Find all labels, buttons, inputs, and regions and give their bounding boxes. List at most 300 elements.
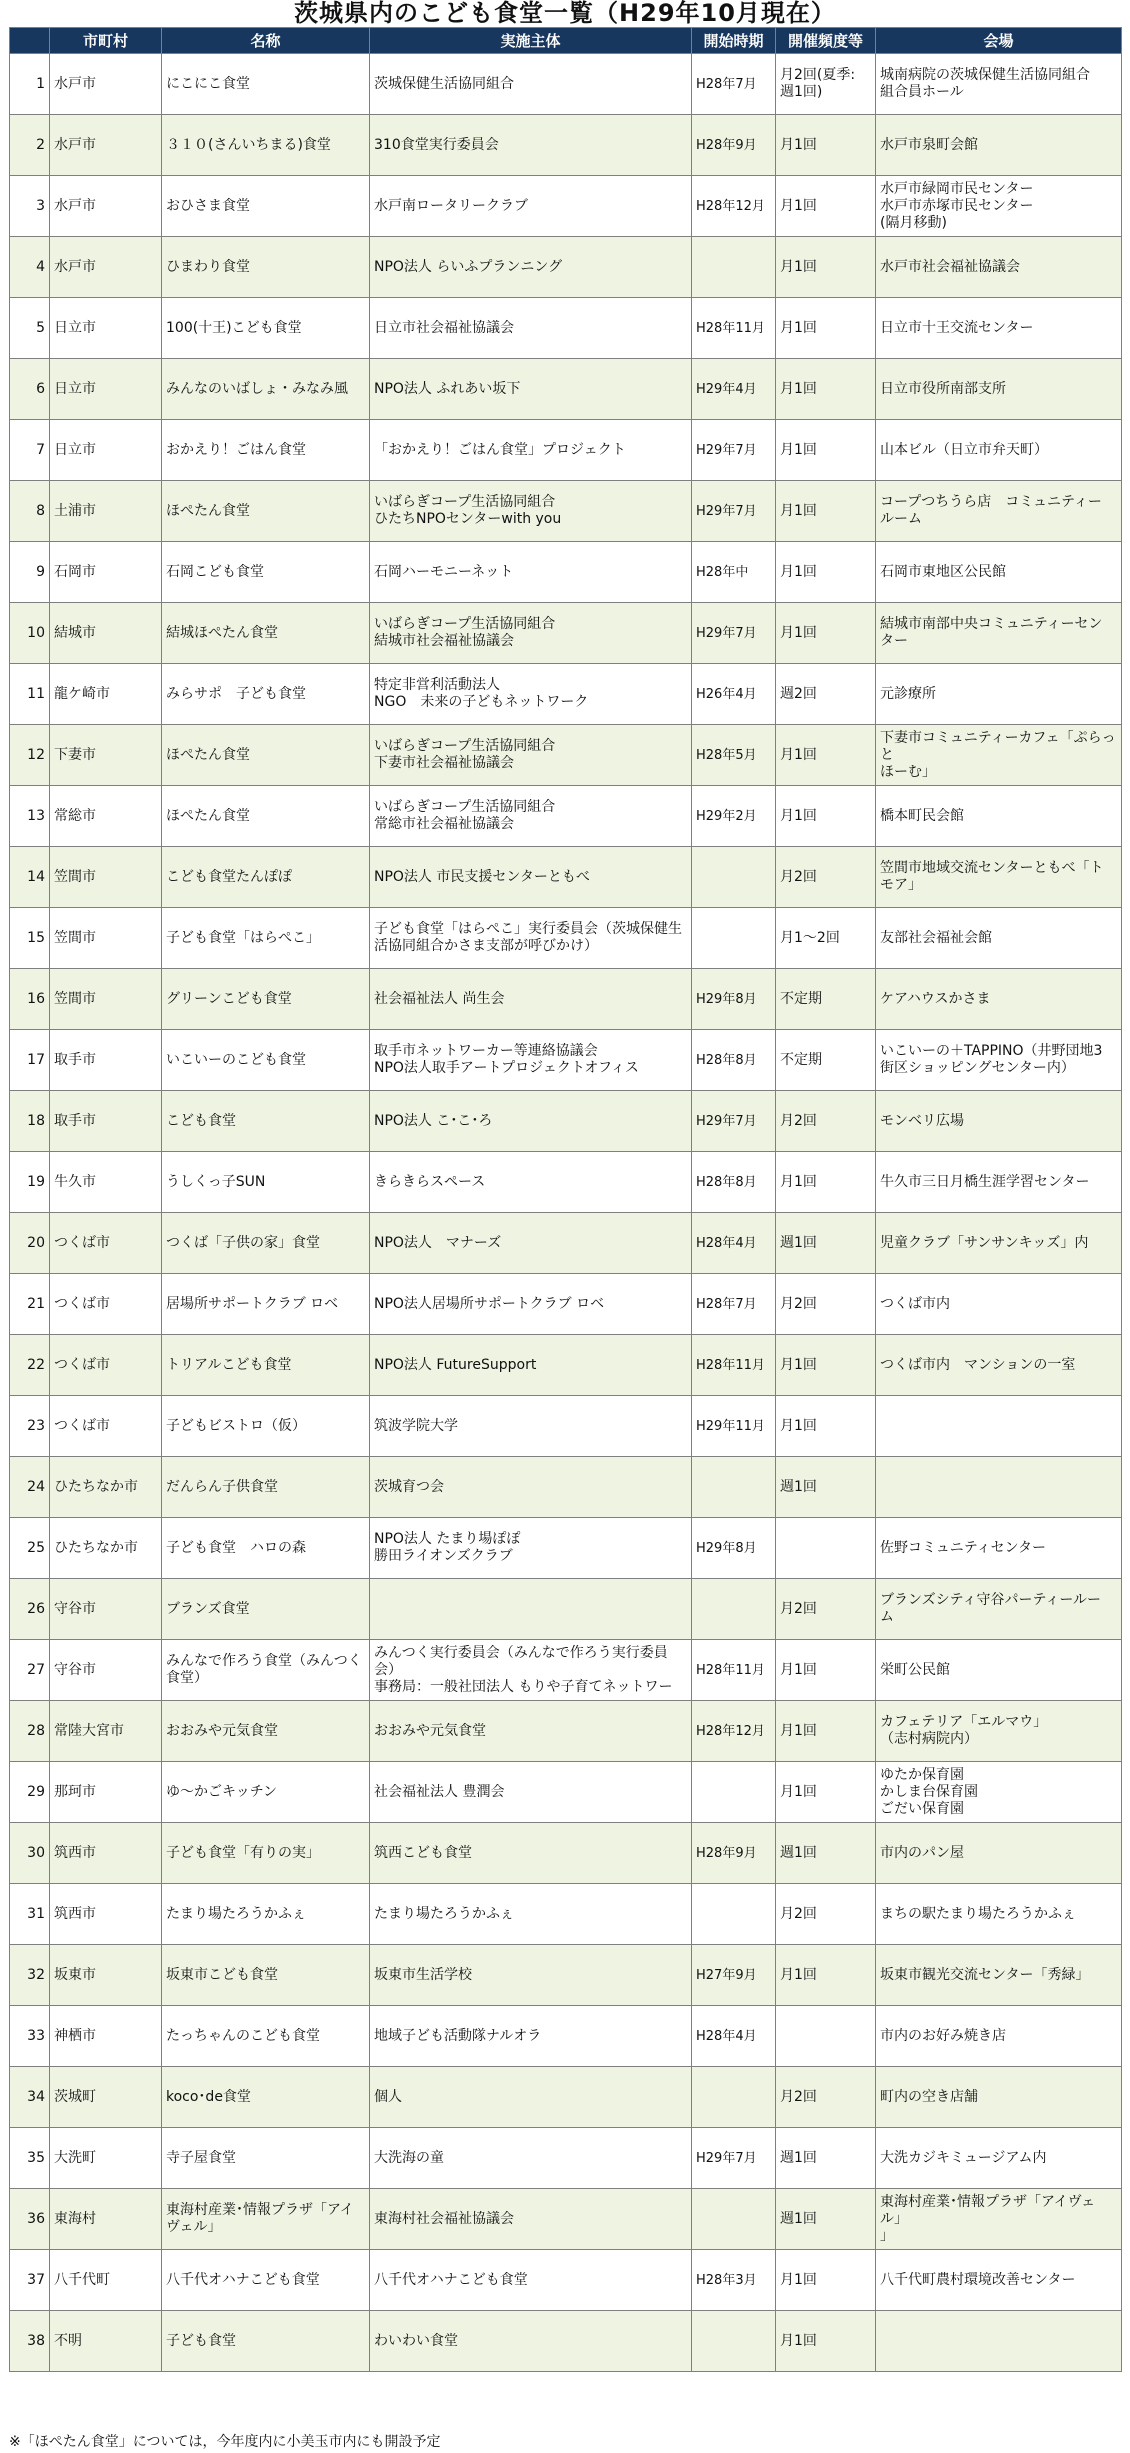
table-row xyxy=(10,1091,1122,1152)
cell-start: H28年9月 xyxy=(692,1823,776,1884)
cell-venue: 元診療所 xyxy=(876,664,1122,725)
cell-start: H28年8月 xyxy=(692,1152,776,1213)
cell-venue: 山本ビル（日立市弁天町） xyxy=(876,420,1122,481)
cell-no: 6 xyxy=(10,359,50,420)
table-row xyxy=(10,1823,1122,1884)
cell-frequency: 月1回 xyxy=(776,1640,876,1701)
cell-no: 37 xyxy=(10,2250,50,2311)
cell-frequency: 不定期 xyxy=(776,1030,876,1091)
cell-frequency: 月2回 xyxy=(776,2067,876,2128)
cell-operator: 日立市社会福祉協議会 xyxy=(370,298,692,359)
cell-start: H28年8月 xyxy=(692,1030,776,1091)
cell-operator: わいわい食堂 xyxy=(370,2311,692,2372)
table-row xyxy=(10,1945,1122,2006)
cell-city: つくば市 xyxy=(50,1213,162,1274)
cell-start xyxy=(692,237,776,298)
cell-city: 筑西市 xyxy=(50,1884,162,1945)
cell-city: 取手市 xyxy=(50,1030,162,1091)
cell-start xyxy=(692,1457,776,1518)
cell-city: つくば市 xyxy=(50,1335,162,1396)
cell-venue xyxy=(876,1396,1122,1457)
cell-name: みらサポ 子ども食堂 xyxy=(162,664,370,725)
cell-city: 日立市 xyxy=(50,359,162,420)
cell-venue: つくば市内 xyxy=(876,1274,1122,1335)
cell-city: 常総市 xyxy=(50,786,162,847)
cell-no: 4 xyxy=(10,237,50,298)
cell-no: 2 xyxy=(10,115,50,176)
cell-start: H26年4月 xyxy=(692,664,776,725)
cell-operator: いばらぎコープ生活協同組合 常総市社会福祉協議会 xyxy=(370,786,692,847)
cell-no: 28 xyxy=(10,1701,50,1762)
table-row xyxy=(10,2250,1122,2311)
cell-frequency: 月1回 xyxy=(776,1945,876,2006)
table-row xyxy=(10,542,1122,603)
cell-frequency: 月1回 xyxy=(776,2250,876,2311)
cell-name: たまり場たろうかふぇ xyxy=(162,1884,370,1945)
cell-venue: 児童クラブ「サンサンキッズ」内 xyxy=(876,1213,1122,1274)
cell-no: 34 xyxy=(10,2067,50,2128)
cell-frequency: 月2回 xyxy=(776,1274,876,1335)
cell-start: H28年5月 xyxy=(692,725,776,786)
cell-no: 3 xyxy=(10,176,50,237)
cell-frequency: 月2回 xyxy=(776,1091,876,1152)
table-row xyxy=(10,237,1122,298)
cell-venue: 水戸市泉町会館 xyxy=(876,115,1122,176)
cell-venue: 結城市南部中央コミュニティーセン ター xyxy=(876,603,1122,664)
cell-venue: 大洗カジキミュージアム内 xyxy=(876,2128,1122,2189)
cell-operator: 「おかえり！ごはん食堂」プロジェクト xyxy=(370,420,692,481)
cell-frequency: 月1回 xyxy=(776,115,876,176)
cell-venue: 笠間市地域交流センターともべ「ト モア」 xyxy=(876,847,1122,908)
cell-operator: NPO法人 らいふプランニング xyxy=(370,237,692,298)
cell-frequency: 月2回 xyxy=(776,847,876,908)
cell-frequency: 月1回 xyxy=(776,786,876,847)
cell-start: H29年7月 xyxy=(692,1091,776,1152)
cell-frequency: 月1回 xyxy=(776,1701,876,1762)
cell-no: 31 xyxy=(10,1884,50,1945)
table-row xyxy=(10,2311,1122,2372)
cell-venue xyxy=(876,1457,1122,1518)
cell-city: 石岡市 xyxy=(50,542,162,603)
table-row xyxy=(10,115,1122,176)
cell-operator: NPO法人 マナーズ xyxy=(370,1213,692,1274)
cell-no: 27 xyxy=(10,1640,50,1701)
cell-city: ひたちなか市 xyxy=(50,1518,162,1579)
cell-operator: 特定非営利活動法人 NGO 未来の子どもネットワーク xyxy=(370,664,692,725)
cell-city: 日立市 xyxy=(50,420,162,481)
cell-start: H28年9月 xyxy=(692,115,776,176)
cell-venue: 坂東市観光交流センター「秀緑」 xyxy=(876,1945,1122,2006)
cell-city: 坂東市 xyxy=(50,1945,162,2006)
cell-start: H29年8月 xyxy=(692,1518,776,1579)
cell-city: 水戸市 xyxy=(50,115,162,176)
cell-name: みんなのいばしょ・みなみ風 xyxy=(162,359,370,420)
cell-city: 水戸市 xyxy=(50,237,162,298)
cell-start: H29年11月 xyxy=(692,1396,776,1457)
cell-start: H28年7月 xyxy=(692,1274,776,1335)
cell-start: H28年11月 xyxy=(692,298,776,359)
cell-venue: 水戸市緑岡市民センター 水戸市赤塚市民センター (隔月移動) xyxy=(876,176,1122,237)
cell-name: こども食堂たんぽぽ xyxy=(162,847,370,908)
header-start: 開始時期 xyxy=(692,28,776,54)
cell-city: 神栖市 xyxy=(50,2006,162,2067)
table-row xyxy=(10,969,1122,1030)
cell-operator: NPO法人 市民支援センターともべ xyxy=(370,847,692,908)
table-row xyxy=(10,1579,1122,1640)
cell-name: 100(十王)こども食堂 xyxy=(162,298,370,359)
cell-start: H28年4月 xyxy=(692,1213,776,1274)
cell-start: H29年7月 xyxy=(692,2128,776,2189)
cell-name: たっちゃんのこども食堂 xyxy=(162,2006,370,2067)
cell-name: こども食堂 xyxy=(162,1091,370,1152)
cell-name: 石岡こども食堂 xyxy=(162,542,370,603)
cell-operator: 石岡ハーモニーネット xyxy=(370,542,692,603)
kodomo-shokudo-table xyxy=(9,27,1122,2372)
cell-start: H28年7月 xyxy=(692,54,776,115)
table-row xyxy=(10,1335,1122,1396)
cell-no: 23 xyxy=(10,1396,50,1457)
cell-no: 11 xyxy=(10,664,50,725)
cell-city: 取手市 xyxy=(50,1091,162,1152)
cell-start xyxy=(692,847,776,908)
table-row xyxy=(10,1518,1122,1579)
cell-start: H28年3月 xyxy=(692,2250,776,2311)
cell-name: 坂東市こども食堂 xyxy=(162,1945,370,2006)
cell-venue: つくば市内 マンションの一室 xyxy=(876,1335,1122,1396)
table-row xyxy=(10,481,1122,542)
cell-no: 26 xyxy=(10,1579,50,1640)
cell-start: H29年4月 xyxy=(692,359,776,420)
cell-operator: NPO法人 FutureSupport xyxy=(370,1335,692,1396)
cell-operator: いばらぎコープ生活協同組合 ひたちNPOセンターwith you xyxy=(370,481,692,542)
cell-name: うしくっ子SUN xyxy=(162,1152,370,1213)
page-title: 茨城県内のこども食堂一覧（H29年10月現在） xyxy=(294,0,836,27)
cell-no: 5 xyxy=(10,298,50,359)
cell-name: にこにこ食堂 xyxy=(162,54,370,115)
table-row xyxy=(10,908,1122,969)
cell-no: 12 xyxy=(10,725,50,786)
cell-name: ３１０(さんいちまる)食堂 xyxy=(162,115,370,176)
cell-frequency xyxy=(776,2006,876,2067)
cell-frequency: 週1回 xyxy=(776,1457,876,1518)
header-operator: 実施主体 xyxy=(370,28,692,54)
header-name: 名称 xyxy=(162,28,370,54)
cell-operator: 東海村社会福祉協議会 xyxy=(370,2189,692,2250)
cell-frequency: 月1回 xyxy=(776,359,876,420)
cell-name: 東海村産業･情報プラザ「アイ ヴェル」 xyxy=(162,2189,370,2250)
table-row xyxy=(10,54,1122,115)
cell-venue: 日立市役所南部支所 xyxy=(876,359,1122,420)
cell-operator: NPO法人 こ･こ･ろ xyxy=(370,1091,692,1152)
table-row xyxy=(10,2006,1122,2067)
cell-operator: みんつく実行委員会（みんなで作ろう実行委員 会） 事務局：一般社団法人 もりや子育てネットワー xyxy=(370,1640,692,1701)
cell-operator: 社会福祉法人 豊潤会 xyxy=(370,1762,692,1823)
cell-start: H28年12月 xyxy=(692,1701,776,1762)
table-row xyxy=(10,1457,1122,1518)
table-row xyxy=(10,1701,1122,1762)
cell-city: 龍ケ崎市 xyxy=(50,664,162,725)
table-row xyxy=(10,1640,1122,1701)
cell-name: トリアルこども食堂 xyxy=(162,1335,370,1396)
cell-operator: いばらぎコープ生活協同組合 結城市社会福祉協議会 xyxy=(370,603,692,664)
cell-name: ゆ～かごキッチン xyxy=(162,1762,370,1823)
cell-frequency: 月1回 xyxy=(776,1396,876,1457)
cell-no: 10 xyxy=(10,603,50,664)
cell-name: 子ども食堂 xyxy=(162,2311,370,2372)
cell-name: ほぺたん食堂 xyxy=(162,786,370,847)
cell-venue: 石岡市東地区公民館 xyxy=(876,542,1122,603)
cell-venue: 東海村産業･情報プラザ「アイヴェル」 」 xyxy=(876,2189,1122,2250)
cell-start xyxy=(692,2067,776,2128)
cell-operator: 個人 xyxy=(370,2067,692,2128)
table-row xyxy=(10,420,1122,481)
cell-frequency: 月1回 xyxy=(776,725,876,786)
cell-operator: 八千代オハナこども食堂 xyxy=(370,2250,692,2311)
cell-city: 水戸市 xyxy=(50,176,162,237)
cell-start xyxy=(692,2189,776,2250)
cell-no: 19 xyxy=(10,1152,50,1213)
cell-no: 22 xyxy=(10,1335,50,1396)
cell-name: ほぺたん食堂 xyxy=(162,725,370,786)
cell-operator: おおみや元気食堂 xyxy=(370,1701,692,1762)
cell-venue: ゆたか保育園 かしま台保育園 ごだい保育園 xyxy=(876,1762,1122,1823)
cell-venue: 市内のお好み焼き店 xyxy=(876,2006,1122,2067)
cell-city: 結城市 xyxy=(50,603,162,664)
cell-start: H28年12月 xyxy=(692,176,776,237)
cell-venue: カフェテリア「エルマウ」 （志村病院内） xyxy=(876,1701,1122,1762)
cell-venue: 友部社会福祉会館 xyxy=(876,908,1122,969)
cell-frequency: 月1回 xyxy=(776,1335,876,1396)
cell-city: 土浦市 xyxy=(50,481,162,542)
cell-start: H29年7月 xyxy=(692,420,776,481)
cell-no: 29 xyxy=(10,1762,50,1823)
table-row xyxy=(10,664,1122,725)
cell-start xyxy=(692,1762,776,1823)
cell-frequency: 月1回 xyxy=(776,481,876,542)
header-frequency: 開催頻度等 xyxy=(776,28,876,54)
cell-name: グリーンこども食堂 xyxy=(162,969,370,1030)
cell-name: みんなで作ろう食堂（みんつく 食堂） xyxy=(162,1640,370,1701)
cell-name: おおみや元気食堂 xyxy=(162,1701,370,1762)
cell-start xyxy=(692,1579,776,1640)
cell-city: 下妻市 xyxy=(50,725,162,786)
cell-venue: モンベリ広場 xyxy=(876,1091,1122,1152)
cell-operator: 茨城保健生活協同組合 xyxy=(370,54,692,115)
cell-city: 水戸市 xyxy=(50,54,162,115)
cell-venue: 水戸市社会福祉協議会 xyxy=(876,237,1122,298)
cell-start: H29年7月 xyxy=(692,603,776,664)
table-row xyxy=(10,1762,1122,1823)
table-row xyxy=(10,1274,1122,1335)
cell-operator: 茨城育つ会 xyxy=(370,1457,692,1518)
table-row xyxy=(10,1152,1122,1213)
footnote: ※「ほぺたん食堂」については，今年度内に小美玉市内にも開設予定 xyxy=(9,2434,441,2450)
cell-start: H28年4月 xyxy=(692,2006,776,2067)
cell-venue: 栄町公民館 xyxy=(876,1640,1122,1701)
table-row xyxy=(10,847,1122,908)
header-city: 市町村 xyxy=(50,28,162,54)
cell-start: H28年11月 xyxy=(692,1640,776,1701)
header-no xyxy=(10,28,50,54)
cell-start xyxy=(692,1884,776,1945)
table-row xyxy=(10,298,1122,359)
cell-frequency: 月1回 xyxy=(776,1762,876,1823)
cell-city: つくば市 xyxy=(50,1396,162,1457)
cell-operator: 社会福祉法人 尚生会 xyxy=(370,969,692,1030)
cell-no: 20 xyxy=(10,1213,50,1274)
cell-operator: 子ども食堂「はらぺこ」実行委員会（茨城保健生 活協同組合かさま支部が呼びかけ） xyxy=(370,908,692,969)
cell-no: 16 xyxy=(10,969,50,1030)
cell-frequency: 月1～2回 xyxy=(776,908,876,969)
cell-venue: 市内のパン屋 xyxy=(876,1823,1122,1884)
cell-frequency xyxy=(776,1518,876,1579)
table-row xyxy=(10,603,1122,664)
cell-frequency: 月2回 xyxy=(776,1884,876,1945)
cell-city: 筑西市 xyxy=(50,1823,162,1884)
cell-venue: コープつちうら店 コミュニティー ルーム xyxy=(876,481,1122,542)
cell-frequency: 月1回 xyxy=(776,237,876,298)
cell-venue xyxy=(876,2311,1122,2372)
cell-no: 8 xyxy=(10,481,50,542)
cell-name: ひまわり食堂 xyxy=(162,237,370,298)
cell-frequency: 月1回 xyxy=(776,2311,876,2372)
cell-venue: ブランズシティ守谷パーティールー ム xyxy=(876,1579,1122,1640)
cell-name: いこいーのこども食堂 xyxy=(162,1030,370,1091)
cell-city: 牛久市 xyxy=(50,1152,162,1213)
cell-operator: 大洗海の童 xyxy=(370,2128,692,2189)
cell-name: 子ども食堂 ハロの森 xyxy=(162,1518,370,1579)
cell-start: H29年2月 xyxy=(692,786,776,847)
cell-operator: NPO法人居場所サポートクラブ ロベ xyxy=(370,1274,692,1335)
cell-frequency: 月1回 xyxy=(776,542,876,603)
cell-no: 13 xyxy=(10,786,50,847)
cell-operator: たまり場たろうかふぇ xyxy=(370,1884,692,1945)
cell-city: 不明 xyxy=(50,2311,162,2372)
cell-no: 1 xyxy=(10,54,50,115)
cell-city: つくば市 xyxy=(50,1274,162,1335)
cell-city: 常陸大宮市 xyxy=(50,1701,162,1762)
table-row xyxy=(10,2128,1122,2189)
cell-no: 9 xyxy=(10,542,50,603)
cell-start: H29年7月 xyxy=(692,481,776,542)
cell-city: 笠間市 xyxy=(50,908,162,969)
cell-frequency: 月1回 xyxy=(776,298,876,359)
cell-operator: NPO法人 たまり場ぽぽ 勝田ライオンズクラブ xyxy=(370,1518,692,1579)
cell-operator: きらきらスペース xyxy=(370,1152,692,1213)
cell-city: ひたちなか市 xyxy=(50,1457,162,1518)
cell-frequency: 週2回 xyxy=(776,664,876,725)
cell-venue: 日立市十王交流センター xyxy=(876,298,1122,359)
cell-frequency: 週1回 xyxy=(776,1213,876,1274)
cell-no: 14 xyxy=(10,847,50,908)
cell-venue: 橋本町民会館 xyxy=(876,786,1122,847)
cell-city: 茨城町 xyxy=(50,2067,162,2128)
cell-name: だんらん子供食堂 xyxy=(162,1457,370,1518)
cell-city: 日立市 xyxy=(50,298,162,359)
cell-frequency: 月1回 xyxy=(776,176,876,237)
cell-city: 笠間市 xyxy=(50,969,162,1030)
cell-name: つくば「子供の家」食堂 xyxy=(162,1213,370,1274)
cell-no: 21 xyxy=(10,1274,50,1335)
cell-no: 32 xyxy=(10,1945,50,2006)
cell-operator: いばらぎコープ生活協同組合 下妻市社会福祉協議会 xyxy=(370,725,692,786)
cell-city: 笠間市 xyxy=(50,847,162,908)
cell-name: 居場所サポートクラブ ロベ xyxy=(162,1274,370,1335)
header-row xyxy=(10,28,1122,54)
cell-start: H29年8月 xyxy=(692,969,776,1030)
cell-operator: 取手市ネットワーカー等連絡協議会 NPO法人取手アートプロジェクトオフィス xyxy=(370,1030,692,1091)
table-row xyxy=(10,1396,1122,1457)
table-row xyxy=(10,1884,1122,1945)
cell-frequency: 週1回 xyxy=(776,2189,876,2250)
cell-operator: 水戸南ロータリークラブ xyxy=(370,176,692,237)
cell-venue: 牛久市三日月橋生涯学習センター xyxy=(876,1152,1122,1213)
cell-name: 子どもビストロ（仮） xyxy=(162,1396,370,1457)
cell-city: 八千代町 xyxy=(50,2250,162,2311)
cell-operator: 筑西こども食堂 xyxy=(370,1823,692,1884)
cell-venue: 城南病院の茨城保健生活協同組合 組合員ホール xyxy=(876,54,1122,115)
table-body xyxy=(10,54,1122,2372)
cell-name: 八千代オハナこども食堂 xyxy=(162,2250,370,2311)
cell-no: 35 xyxy=(10,2128,50,2189)
cell-start: H28年中 xyxy=(692,542,776,603)
cell-frequency: 週1回 xyxy=(776,2128,876,2189)
cell-city: 大洗町 xyxy=(50,2128,162,2189)
cell-start: H28年11月 xyxy=(692,1335,776,1396)
cell-start xyxy=(692,908,776,969)
cell-start xyxy=(692,2311,776,2372)
cell-name: ブランズ食堂 xyxy=(162,1579,370,1640)
cell-name: ほぺたん食堂 xyxy=(162,481,370,542)
cell-venue: 町内の空き店舗 xyxy=(876,2067,1122,2128)
cell-no: 30 xyxy=(10,1823,50,1884)
cell-name: 子ども食堂「有りの実」 xyxy=(162,1823,370,1884)
table-row xyxy=(10,2189,1122,2250)
cell-name: 子ども食堂「はらぺこ」 xyxy=(162,908,370,969)
cell-name: 寺子屋食堂 xyxy=(162,2128,370,2189)
cell-frequency: 週1回 xyxy=(776,1823,876,1884)
cell-operator xyxy=(370,1579,692,1640)
cell-no: 15 xyxy=(10,908,50,969)
cell-name: おかえり！ごはん食堂 xyxy=(162,420,370,481)
cell-frequency: 月2回(夏季: 週1回) xyxy=(776,54,876,115)
cell-operator: 310食堂実行委員会 xyxy=(370,115,692,176)
cell-frequency: 月1回 xyxy=(776,1152,876,1213)
cell-no: 17 xyxy=(10,1030,50,1091)
cell-name: 結城ほぺたん食堂 xyxy=(162,603,370,664)
cell-frequency: 不定期 xyxy=(776,969,876,1030)
cell-venue: ケアハウスかさま xyxy=(876,969,1122,1030)
cell-operator: NPO法人 ふれあい坂下 xyxy=(370,359,692,420)
table-row xyxy=(10,725,1122,786)
table-row xyxy=(10,1213,1122,1274)
cell-venue: 八千代町農村環境改善センター xyxy=(876,2250,1122,2311)
cell-operator: 坂東市生活学校 xyxy=(370,1945,692,2006)
cell-name: おひさま食堂 xyxy=(162,176,370,237)
table-row xyxy=(10,1030,1122,1091)
cell-no: 25 xyxy=(10,1518,50,1579)
cell-operator: 地域子ども活動隊ナルオラ xyxy=(370,2006,692,2067)
table-row xyxy=(10,2067,1122,2128)
cell-no: 33 xyxy=(10,2006,50,2067)
cell-frequency: 月1回 xyxy=(776,603,876,664)
header-venue: 会場 xyxy=(876,28,1122,54)
cell-venue: いこいーの＋TAPPINO（井野団地3 街区ショッピングセンター内） xyxy=(876,1030,1122,1091)
cell-city: 守谷市 xyxy=(50,1579,162,1640)
cell-no: 38 xyxy=(10,2311,50,2372)
cell-venue: 佐野コミュニティセンター xyxy=(876,1518,1122,1579)
cell-no: 18 xyxy=(10,1091,50,1152)
